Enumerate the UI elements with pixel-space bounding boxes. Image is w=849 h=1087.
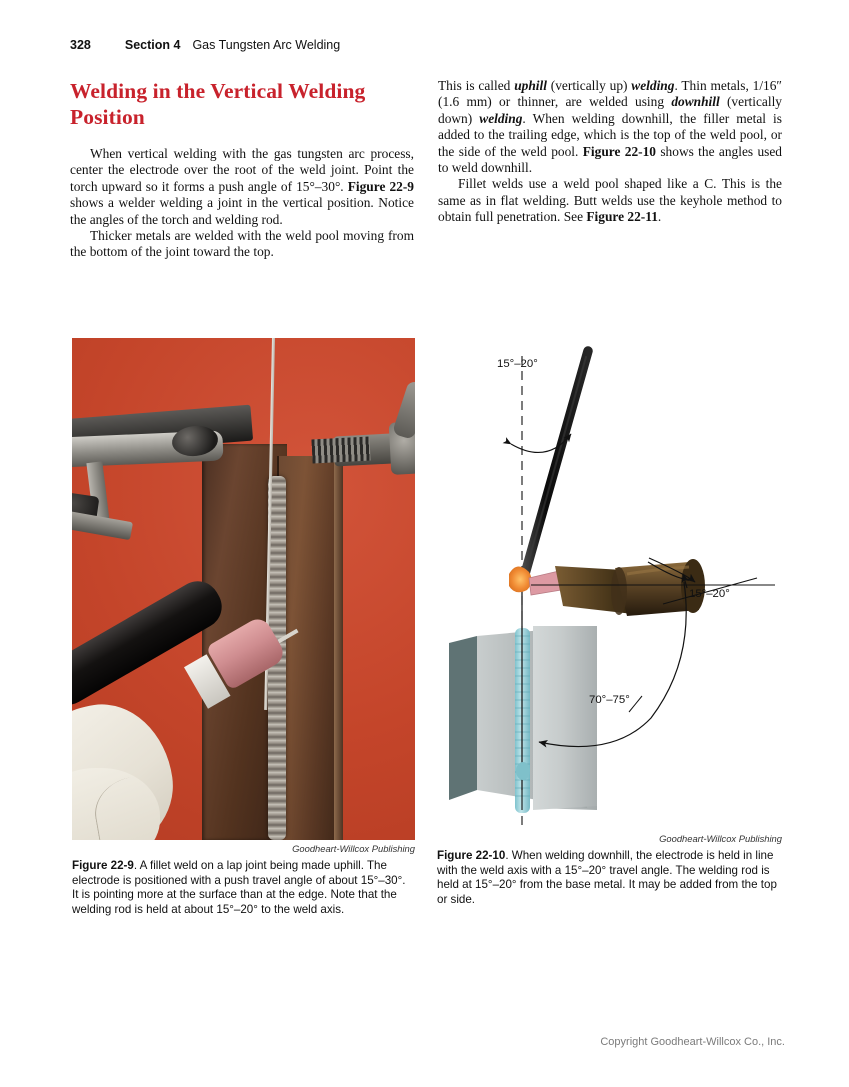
figure-reference-22-10: Figure 22-10 (582, 143, 656, 159)
text-run: shows the angles used to weld downhill. (438, 143, 782, 176)
text-run: Fillet welds use a weld pool shaped like a C. This is the same as in flat welding. Butt welds use the keyhole method to obtain full penetration. See (438, 176, 782, 225)
copyright-footer: Copyright Goodheart-Willcox Co., Inc. (600, 1036, 785, 1048)
steel-plate-front-icon (277, 456, 337, 840)
right-paragraph-1 (438, 78, 782, 176)
left-paragraph-2: Thicker metals are welded with the weld pool moving from the bottom of the joint toward the top. (70, 228, 414, 260)
page-number: 328 (70, 38, 91, 52)
left-paragraph-1 (70, 146, 414, 228)
text-run: (vertically down) (438, 94, 782, 126)
term-uphill: uphill (514, 78, 547, 93)
figure-22-9 (72, 338, 415, 916)
running-head (70, 38, 780, 52)
figure-22-10-image (437, 338, 782, 830)
text-run: shows a welder welding a joint in the vertical position. Notice the angles of the torch and welding rod. (70, 195, 414, 227)
figure-22-9-label: Figure 22-9 (72, 859, 134, 872)
figure-reference-22-11: Figure 22-11 (586, 209, 658, 225)
text-run: (vertically up) (546, 78, 632, 93)
angle-label-torch-work-angle: 70°–75° (589, 694, 630, 706)
figure-22-9-credit: Goodheart-Willcox Publishing (292, 843, 415, 854)
term-welding-2: welding (479, 110, 523, 126)
left-column (70, 78, 414, 261)
right-column (438, 78, 782, 226)
figure-22-10-caption (437, 849, 782, 907)
downhill-welding-diagram (437, 338, 782, 830)
section-number: Section 4 (124, 38, 181, 52)
clamp-handle-icon (392, 380, 415, 440)
text-run: This is called (438, 78, 515, 93)
figure-22-9-caption (72, 859, 415, 917)
section-title: Gas Tungsten Arc Welding (192, 38, 341, 52)
screw-thread-icon (311, 436, 370, 463)
page-title: Welding in the Vertical Welding Position (70, 79, 366, 129)
text-run: When vertical welding with the gas tungsten arc process, center the electrode over the root of the weld joint. Point the torch upward so it forms a push angle of 15°–30°. (70, 146, 414, 194)
welding-rod-highlight-icon (525, 357, 586, 574)
term-downhill: downhill (671, 94, 720, 110)
angle-label-electrode-travel: 15°–20° (497, 358, 538, 370)
work-angle-label-leader-icon (629, 696, 642, 712)
steel-plate-edge-icon (334, 456, 343, 840)
torch-body-icon (555, 559, 705, 616)
figure-reference-22-9: Figure 22-9 (347, 178, 414, 194)
figure-22-10-caption-text: . When welding downhill, the electrode is held in line with the weld axis with a 15°–20° travel angle. The welding rod is held at 15°–20° from the base metal. It may be added from the top or side. (437, 849, 777, 906)
weld-pool-drop-icon (516, 762, 530, 780)
figure-22-10-credit: Goodheart-Willcox Publishing (659, 833, 782, 844)
figure-22-10-label: Figure 22-10 (437, 849, 506, 862)
angle-label-rod-from-base-metal: 15°–20° (689, 588, 730, 600)
plate-front-icon (533, 626, 597, 810)
term-welding-1: welding (631, 78, 675, 93)
plate-edge-left-icon (449, 636, 477, 800)
right-paragraph-2 (438, 176, 782, 225)
text-run: . Thin metals, 1/16″ (1.6 mm) or thinner, are welded using (438, 78, 783, 110)
figure-22-9-image (72, 338, 415, 840)
figure-22-9-caption-text: . A fillet weld on a lap joint being made uphill. The electrode is positioned with a push travel angle of about 15°–30°. It is pointing more at the surface than at the edge. Note that the welding rod is held at about 15°–20° to the weld axis. (72, 859, 406, 916)
figure-22-10 (437, 338, 782, 906)
text-run: . When welding downhill, the filler metal is added to the trailing edge, which is the top of the weld pool, or the side of the weld pool. (438, 110, 782, 159)
text-run: . (657, 209, 662, 225)
